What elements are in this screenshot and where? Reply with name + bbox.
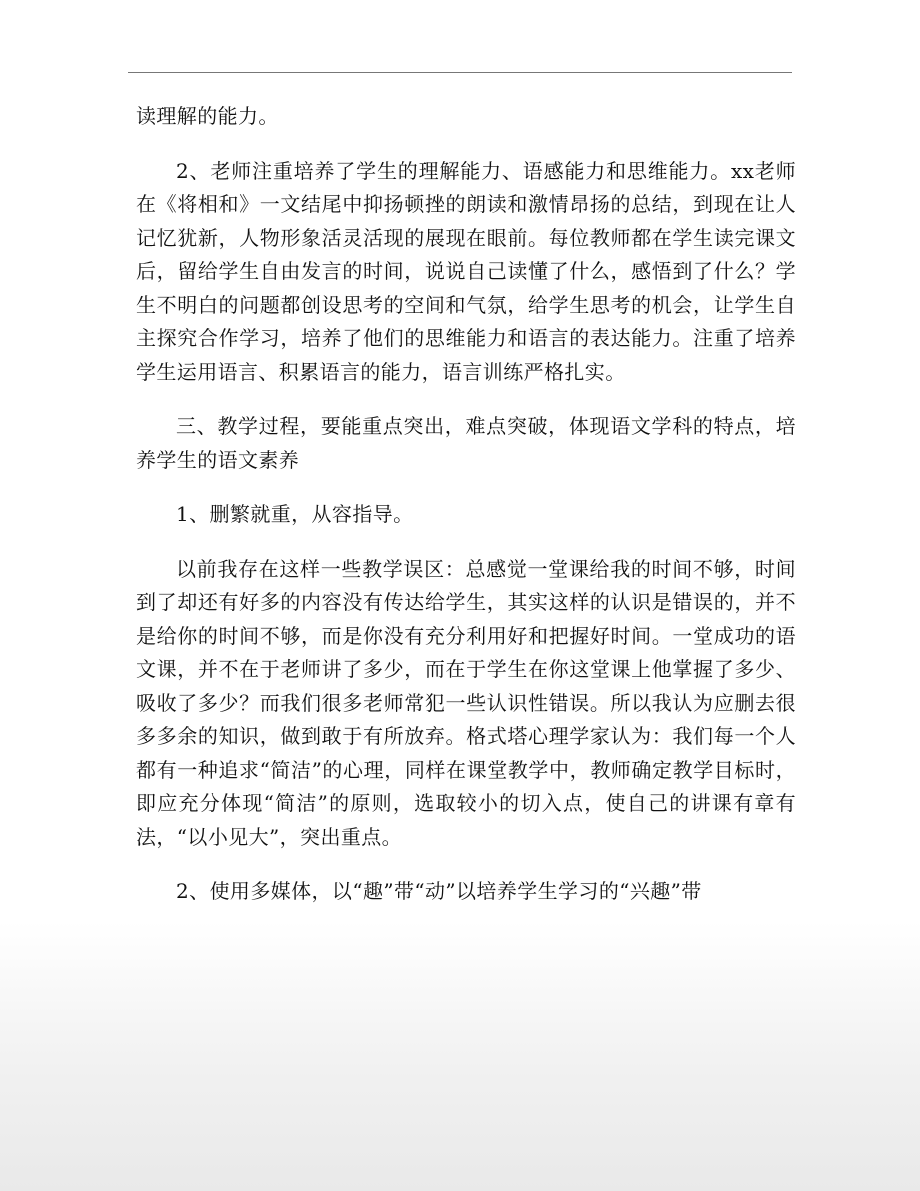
subheading-2: 2、使用多媒体，以“趣”带“动”以培养学生学习的“兴趣”带: [176, 879, 702, 903]
paragraph-point-2: 2、老师注重培养了学生的理解能力、语感能力和思维能力。xx老师在《将相和》一文结尾中抑扬顿挫的朗读和激情昂扬的总结，到现在让人记忆犹新，人物形象活灵活现的展现在眼前。每位教师都在学生读完课文后，留给学生自由发言的时间，说说自己读懂了什么，感悟到了什么？学生不明白的问题都创设思考的空间和气氛，给学生思考的机会，让学生自主探究合作学习，培养了他们的思维能力和语言的表达能力。注重了培养学生运用语言、积累语言的能力，语言训练严格扎实。: [136, 158, 796, 384]
paragraph-teaching-misconception: 以前我存在这样一些教学误区：总感觉一堂课给我的时间不够，时间到了却还有好多的内容没有传达给学生，其实这样的认识是错误的，并不是给你的时间不够，而是你没有充分利用好和把握好时间。一堂成功的语文课，并不在于老师讲了多少，而在于学生在你这堂课上他掌握了多少、吸收了多少？而我们很多老师常犯一些认识性错误。所以我认为应删去很多多余的知识，做到敢于有所放弃。格式塔心理学家认为：我们每一个人都有一种追求“简洁”的心理，同样在课堂教学中，教师确定教学目标时，即应充分体现“简洁”的原则，选取较小的切入点，使自己的讲课有章有法，“以小见大”，突出重点。: [136, 556, 796, 849]
page-bottom-shading: [0, 921, 920, 1191]
section-heading-3: 三、教学过程，要能重点突出，难点突破，体现语文学科的特点，培养学生的语文素养: [136, 414, 796, 472]
document-body: [136, 100, 796, 909]
header-rule: [128, 72, 792, 73]
paragraph-continuation: 读理解的能力。: [136, 104, 279, 128]
subheading-1: 1、删繁就重，从容指导。: [176, 502, 414, 526]
